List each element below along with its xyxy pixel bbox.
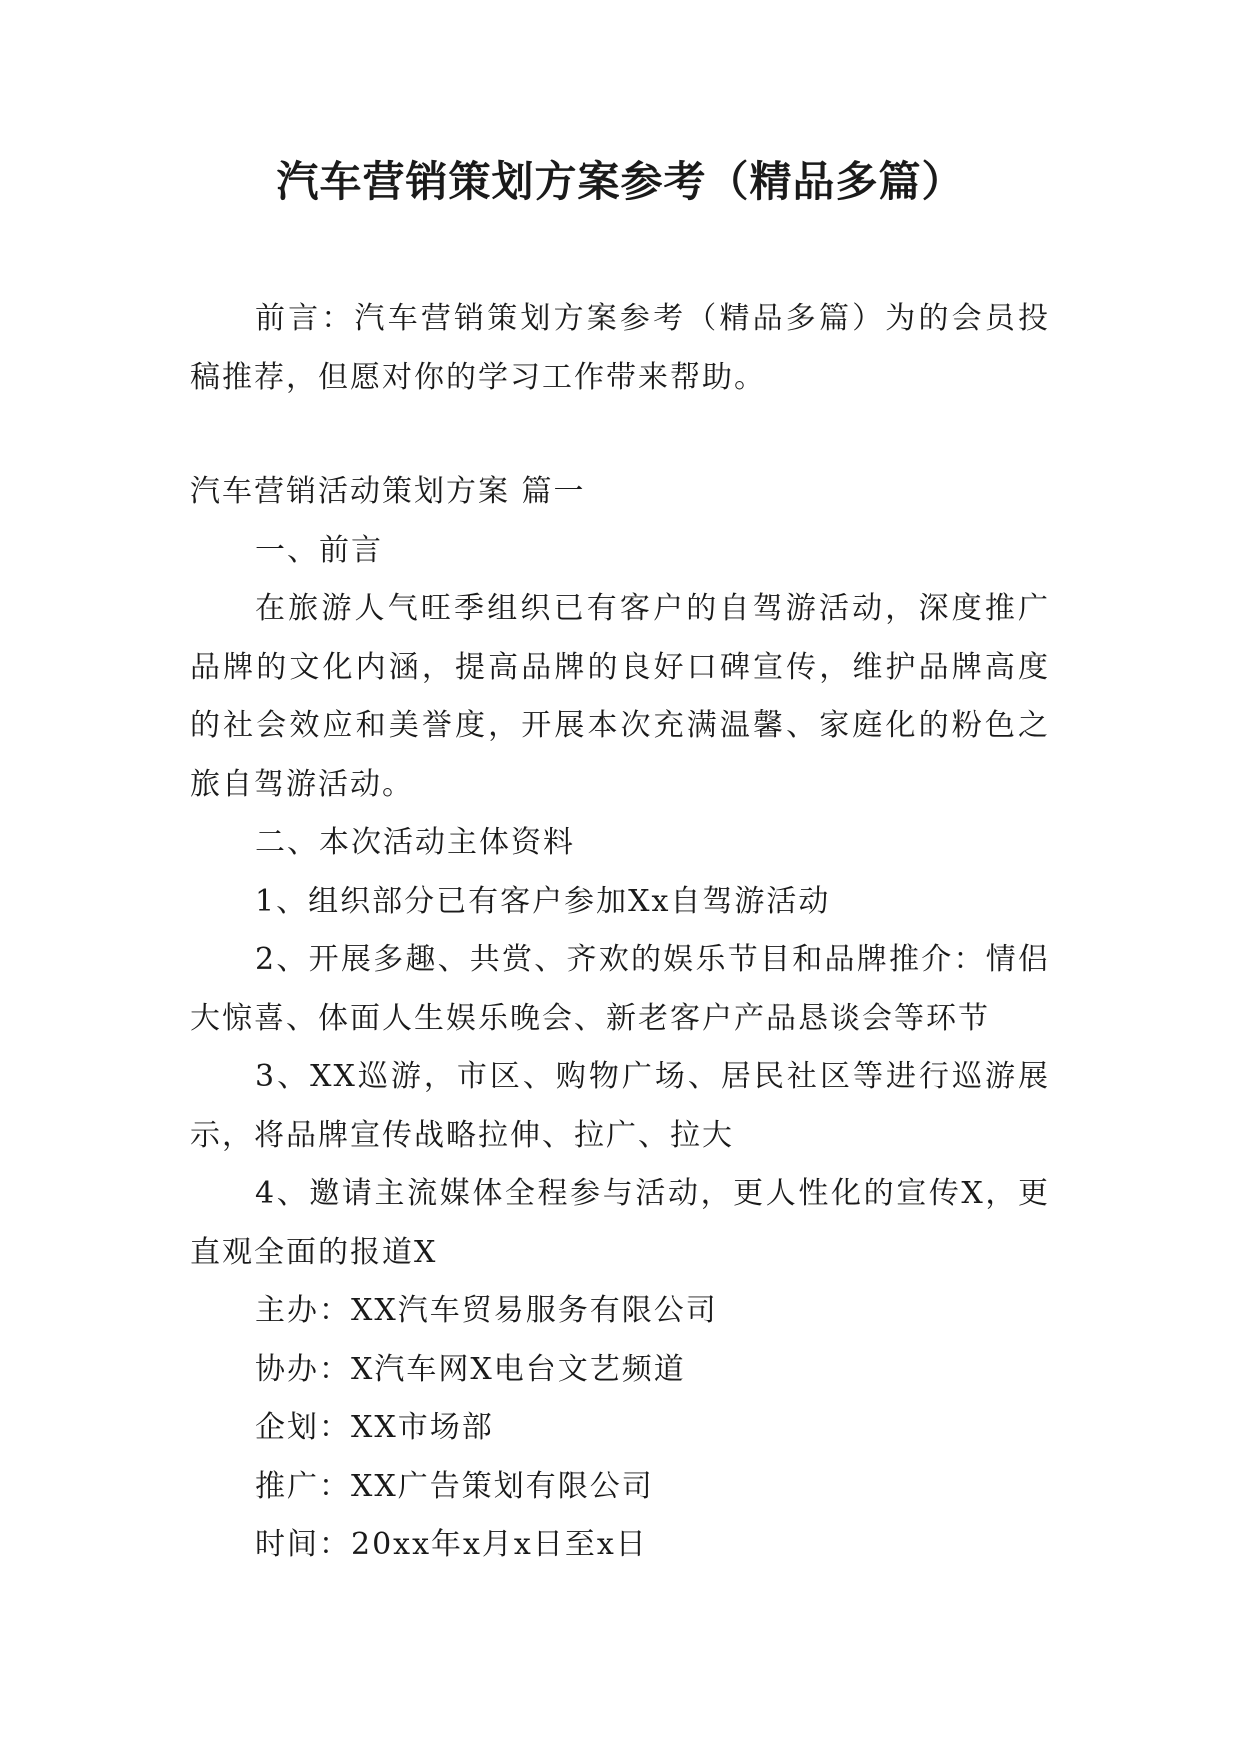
heading-activity-content: 二、本次活动主体资料 (255, 825, 575, 860)
body-paragraph: 在旅游人气旺季组织已有客户的自驾游活动，深度推广品牌的文化内涵，提高品牌的良好口碑宣传，维护品牌高度的社会效应和美誉度，开展本次充满温馨、家庭化的粉色之旅自驾游活动。 (190, 591, 1050, 802)
planning-line: 企划：XX市场部 (255, 1410, 494, 1445)
section-heading: 汽车营销活动策划方案 篇一 (190, 474, 586, 509)
list-item-2: 2、开展多趣、共赏、齐欢的娱乐节目和品牌推介：情侣大惊喜、体面人生娱乐晚会、新老客户产品恳谈会等环节 (190, 942, 1050, 1036)
organizer-line: 主办：XX汽车贸易服务有限公司 (255, 1293, 718, 1328)
list-item-3: 3、XX巡游，市区、购物广场、居民社区等进行巡游展示，将品牌宣传战略拉伸、拉广、拉大 (190, 1059, 1050, 1153)
promotion-line: 推广：XX广告策划有限公司 (255, 1468, 654, 1504)
list-item-1: 1、组织部分已有客户参加Xx自驾游活动 (255, 883, 831, 919)
time-line: 时间：20xx年x月x日至x日 (255, 1527, 648, 1562)
co-organizer-line: 协办：X汽车网X电台文艺频道 (255, 1351, 686, 1387)
heading-preface: 一、前言 (255, 532, 383, 568)
preface-paragraph: 前言：汽车营销策划方案参考（精品多篇）为的会员投稿推荐，但愿对你的学习工作带来帮助。 (190, 301, 1050, 395)
list-item-4: 4、邀请主流媒体全程参与活动，更人性化的宣传X，更直观全面的报道X (190, 1176, 1050, 1270)
document-title: 汽车营销策划方案参考（精品多篇） (276, 157, 965, 206)
document-body (190, 290, 1050, 1575)
